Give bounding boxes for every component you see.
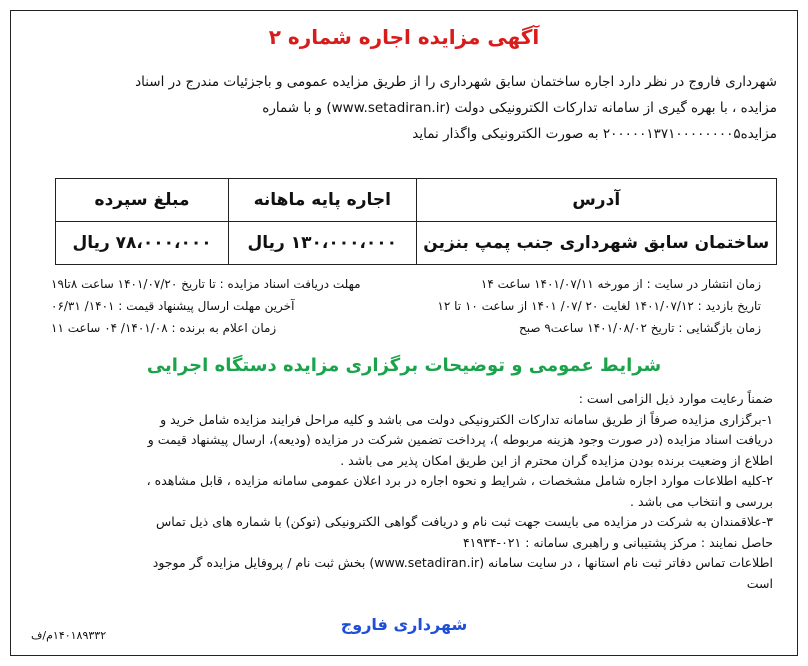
conditions-line: است — [746, 575, 773, 591]
conditions-line: ۳-علاقمندان به شرکت در مزایده می بایست جهت ثبت نام و دریافت گواهی الکترونیکی (توکن) با شماره های ذیل تماس — [155, 514, 773, 529]
conditions-title: شرایط عمومی و توضیحات برگزاری مزایده دستگاه اجرایی — [146, 355, 662, 376]
bid-deadline: آخرین مهلت ارسال پیشنهاد قیمت : ۱۴۰۱/ ۰۶/۳۱ — [51, 299, 295, 313]
conditions-body — [37, 389, 773, 594]
cell-address: ساختمان سابق شهرداری جنب پمپ بنزین — [416, 222, 777, 265]
conditions-line: اطلاعات تماس دفاتر ثبت نام استانها ، در سایت سامانه (www.setadiran.ir) بخش ثبت نام / پروفایل مزایده گر موجود — [152, 555, 773, 570]
schedule-row — [51, 317, 761, 339]
intro-paragraph — [37, 69, 777, 147]
conditions-line: ۱-برگزاری مزایده صرفاً از طریق سامانه تدارکات الکترونیکی دولت می باشد و کلیه مراحل فرایند مزایده شامل خرید و — [160, 411, 773, 427]
intro-line: شهرداری فاروج در نظر دارد اجاره ساختمان سابق شهرداری را از طریق مزایده عمومی و باجزئیات مندرج در اسناد — [135, 74, 777, 90]
cell-base-rent: ۱۳۰،۰۰۰،۰۰۰ ریال — [229, 222, 416, 265]
auction-table — [55, 178, 777, 265]
notice-title: آگهی مزایده اجاره شماره ۲ — [268, 25, 540, 49]
intro-line: مزایده۲۰۰۰۰۰۱۳۷۱۰۰۰۰۰۰۰۰۵ به صورت الکترونیکی واگذار نماید — [412, 126, 777, 142]
schedule-row — [51, 273, 761, 295]
document-code: ۱۴۰۱۸۹۳۳۲م/ف — [31, 629, 107, 642]
schedule-section — [51, 273, 761, 339]
header-address: آدرس — [416, 179, 777, 222]
header-deposit: مبلغ سپرده — [56, 179, 229, 222]
publish-date: زمان انتشار در سایت : از مورخه ۱۴۰۱/۰۷/۱۱ ساعت ۱۴ — [480, 277, 761, 291]
signature: شهرداری فاروج — [340, 615, 468, 634]
cell-deposit: ۷۸،۰۰۰،۰۰۰ ریال — [56, 222, 229, 265]
conditions-line: دریافت اسناد مزایده (در صورت وجود هزینه مربوطه )، پرداخت تضمین شرکت در مزایده (ودیعه)، ارسال پیشنهاد قیمت و — [147, 432, 773, 447]
conditions-line: اطلاع از وضعیت برنده بودن مزایده گران محترم از این طریق امکان پذیر می باشد . — [340, 452, 773, 468]
conditions-line: ضمناً رعایت موارد ذیل الزامی است : — [578, 391, 773, 406]
schedule-row — [51, 295, 761, 317]
table-row — [56, 222, 777, 265]
header-base-rent: اجاره پایه ماهانه — [229, 179, 416, 222]
conditions-line: حاصل نمایند : مرکز پشتیبانی و راهبری سامانه : ۰۲۱-۴۱۹۳۴ — [462, 534, 773, 550]
notice-frame — [10, 10, 798, 656]
opening-date: زمان بازگشایی : تاریخ ۱۴۰۱/۰۸/۰۲ ساعت۹ صبح — [518, 321, 761, 335]
document-deadline: مهلت دریافت اسناد مزایده : تا تاریخ ۱۴۰۱/۰۷/۲۰ ساعت ۸تا۱۹ — [51, 277, 361, 291]
visit-date: تاریخ بازدید : ۱۴۰۱/۰۷/۱۲ لغایت ۲۰ /۰۷/ ۱۴۰۱ از ساعت ۱۰ تا ۱۲ — [437, 299, 761, 313]
intro-line: مزایده ، با بهره گیری از سامانه تدارکات الکترونیکی دولت (www.setadiran.ir) و با شماره — [262, 100, 777, 116]
conditions-line: ۲-کلیه اطلاعات موارد اجاره شامل مشخصات ، شرایط و نحوه اجاره در برد اعلان عمومی سامانه مزایده ، قابل مشاهده ، — [146, 473, 773, 488]
conditions-line: بررسی و انتخاب می باشد . — [630, 493, 773, 509]
table-header-row — [56, 179, 777, 222]
winner-announcement: زمان اعلام به برنده : ۱۴۰۱/۰۸/ ۰۴ ساعت ۱۱ — [51, 321, 277, 335]
